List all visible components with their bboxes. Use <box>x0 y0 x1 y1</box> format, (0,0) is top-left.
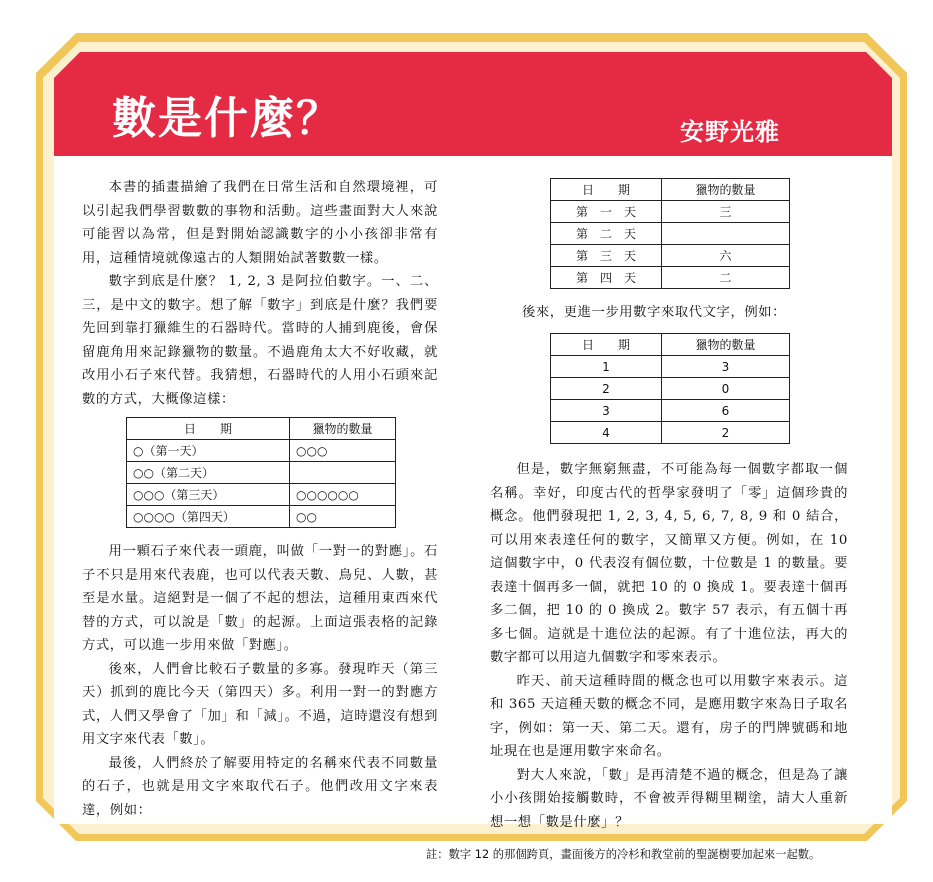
stone-marks: ○○○ <box>133 488 165 502</box>
paragraph: 昨天、前天這種時間的概念也可以用數字來表示。這和 365 天這種天數的概念不同，是應用數字來為日子取名字，例如：第一天、第二天。還有，房子的門牌號碼和地址現在也是運用數字來命名。 <box>490 673 848 759</box>
table-cell: ○○○ <box>290 440 396 462</box>
table-header: 獵物的數量 <box>290 418 396 440</box>
table-cell: 4 <box>551 422 662 444</box>
paragraph: 數字到底是什麼？ 1, 2, 3 是阿拉伯數字。一、二、三，是中文的數字。想了解「數字」到底是什麼？我們要先回到靠打獵維生的石器時代。當時的人捕到鹿後，會保留鹿角用來記錄獵物的數量。不過鹿角太大不好收藏，就改用小石子來代替。我猜想，石器時代的人用小石頭來記數的方式，大概像這樣： <box>82 274 438 407</box>
table-row <box>551 201 790 223</box>
stone-marks: ○ <box>133 444 144 458</box>
table-cell: ○○ <box>290 506 396 528</box>
paragraph: 用一顆石子來代表一頭鹿，叫做「一對一的對應」。石子不只是用來代表鹿，也可以代表天數、鳥兒、人數，甚至是水量。這絕對是一個了不起的想法，這種用東西來代替的方式，可以說是「數」的起源。上面這張表格的記錄方式，可以進一步用來做「對應」。 <box>82 544 438 653</box>
table-row <box>551 245 790 267</box>
paragraph: 本書的插畫描繪了我們在日常生活和自然環境裡，可以引起我們學習數數的事物和活動。這些畫面對大人來說可能習以為常，但是對開始認識數字的小小孩卻非常有用，這種情境就像遠古的人類開始試著數數一樣。 <box>82 180 438 266</box>
day-label: （第三天） <box>164 488 225 502</box>
table-header-row <box>551 334 790 356</box>
table-cell: 六 <box>662 245 790 267</box>
paragraph: 最後，人們終於了解要用特定的名稱來代表不同數量的石子，也就是用文字來取代石子。他們改用文字來表達，例如： <box>82 755 438 818</box>
table-cell: 0 <box>662 378 790 400</box>
arabic-numeral-table <box>550 333 790 444</box>
table-cell: ○○○○○○ <box>290 484 396 506</box>
table-header: 日 期 <box>551 334 662 356</box>
table-cell <box>127 462 290 484</box>
table-cell <box>127 440 290 462</box>
page-title: 數是什麼？ <box>112 93 342 144</box>
table-cell: 三 <box>662 201 790 223</box>
table-row <box>551 267 790 289</box>
table-cell <box>127 506 290 528</box>
table-row <box>127 440 396 462</box>
table-header: 獵物的數量 <box>662 179 790 201</box>
table-cell: 2 <box>551 378 662 400</box>
stone-marks: ○○ <box>133 466 154 480</box>
table-header: 獵物的數量 <box>662 334 790 356</box>
table-cell <box>290 462 396 484</box>
table-row <box>127 462 396 484</box>
right-column-body <box>490 458 848 834</box>
table-cell: 3 <box>551 400 662 422</box>
table-cell: 6 <box>662 400 790 422</box>
table-cell: 2 <box>662 422 790 444</box>
table-header-row <box>551 179 790 201</box>
table-header-row <box>127 418 396 440</box>
table-cell: 第 四 天 <box>551 267 662 289</box>
table-cell: 二 <box>662 267 790 289</box>
chinese-numeral-table <box>550 178 790 289</box>
table-cell: 第 二 天 <box>551 223 662 245</box>
table-row <box>551 356 790 378</box>
table-row <box>551 378 790 400</box>
paragraph: 對大人來說，「數」是再清楚不過的概念，但是為了讓小小孩開始接觸數時，不會被弄得糊里糊塗，請大人重新想一想「數是什麼」？ <box>490 767 848 830</box>
table-row <box>551 422 790 444</box>
transition-text: 後來，更進一步用數字來取代文字，例如： <box>522 305 787 320</box>
paragraph: 後來，人們會比較石子數量的多寡。發現昨天（第三天）抓到的鹿比今天（第四天）多。利用一對一的對應方式，人們又學會了「加」和「減」。不過，這時還沒有想到用文字來代表「數」。 <box>82 661 438 747</box>
left-column-intro <box>82 176 438 411</box>
day-label: （第一天） <box>143 444 204 458</box>
day-label: （第二天） <box>153 466 214 480</box>
table-cell: 第 三 天 <box>551 245 662 267</box>
table-cell: 3 <box>662 356 790 378</box>
table-header: 日 期 <box>127 418 290 440</box>
stone-count-table <box>126 417 396 528</box>
footnote: 註：數字 12 的那個跨頁，畫面後方的冷杉和教堂前的聖誕樹要加起來一起數。 <box>426 848 821 861</box>
table-header: 日 期 <box>551 179 662 201</box>
table-row <box>127 506 396 528</box>
table-row <box>127 484 396 506</box>
table-row <box>551 223 790 245</box>
table-row <box>551 400 790 422</box>
day-label: （第四天） <box>174 510 235 524</box>
table-cell: 1 <box>551 356 662 378</box>
table-cell: 第 一 天 <box>551 201 662 223</box>
paragraph: 但是，數字無窮無盡，不可能為每一個數字都取一個名稱。幸好，印度古代的哲學家發明了「零」這個珍貴的概念。他們發現把 1, 2, 3, 4, 5, 6, 7, 8, 9 和 0 結合，可以用來表達任何的數字，又簡單又方便。例如，在 10 這個數字中，0 代表沒有個位數，十位數是 1 的數量。要表達十個再多一個，就把 10 的 0 換成 1。要表達十個再多二個，把 10 的 0 換成 2。數字 57 表示，有五個十再多七個。這就是十進位法的起源。有了十進位法，再大的數字都可以用這九個數字和零來表示。 <box>490 462 848 665</box>
table-cell <box>662 223 790 245</box>
author-name: 安野光雅 <box>680 118 780 146</box>
left-column-body <box>82 540 438 822</box>
table-cell <box>127 484 290 506</box>
stone-marks: ○○○○ <box>133 510 175 524</box>
